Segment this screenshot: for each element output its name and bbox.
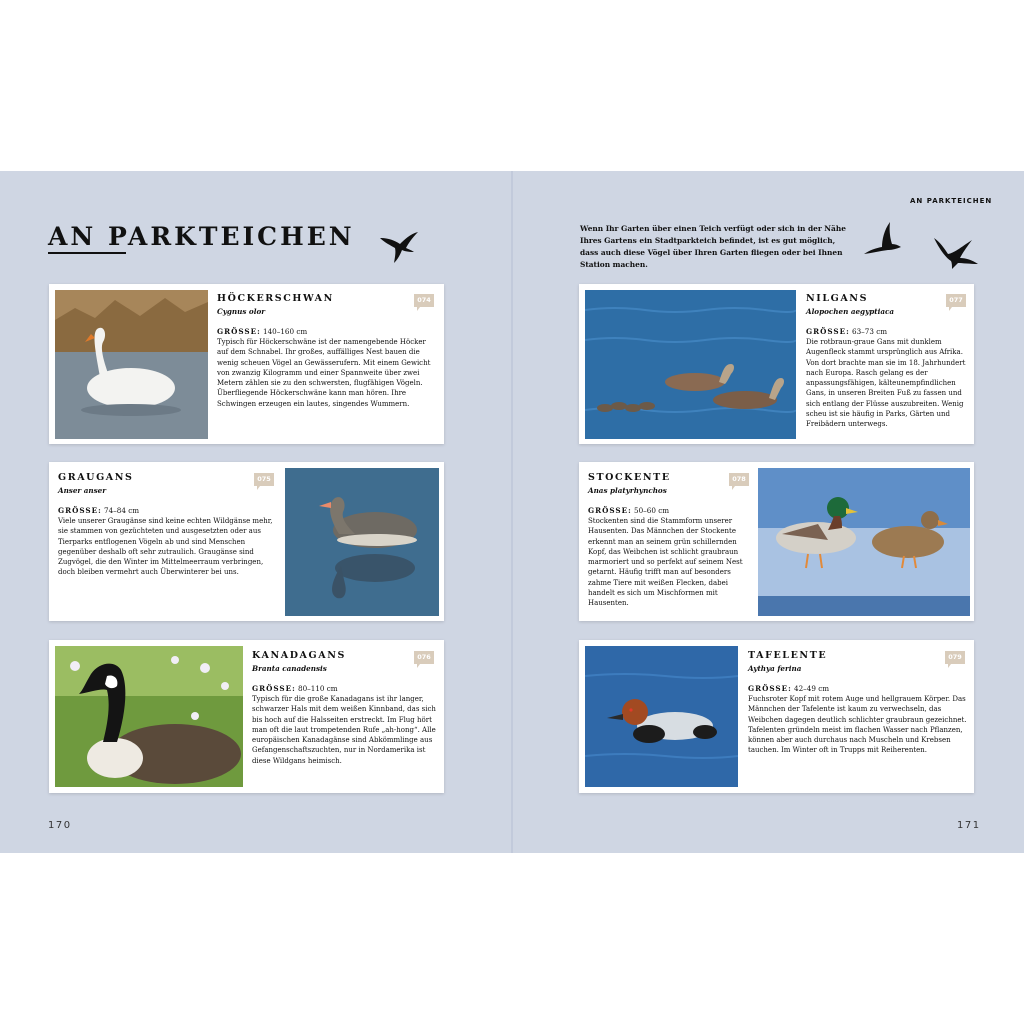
mallard-photo xyxy=(758,468,970,616)
bird-card-nilgans xyxy=(579,284,974,444)
bird-card-text xyxy=(217,293,437,409)
bird-size: GRÖSSE: 63–73 cm xyxy=(806,327,888,336)
bird-card-text xyxy=(588,472,754,609)
bird-description: Stockenten sind die Stammform unserer Hausenten. Das Männchen der Stockente erkennt man an seinem grün schillernden Kopf, das Weibchen ist schlicht graubraun marmoriert und so perfekt auf seinem Nest getarnt. Häufig trifft man auf besonders zahme Tiere mit weißen Flecken, dabei handelt es sich um Mischformen mit Hausenten. xyxy=(588,517,743,608)
bird-size: GRÖSSE: 42–49 cm xyxy=(748,684,830,693)
species-number-badge: 074 xyxy=(414,294,434,307)
bird-card-text xyxy=(748,650,968,756)
bird-card-stockente xyxy=(579,462,974,621)
gutter xyxy=(511,171,513,853)
bird-latin-name: Anser anser xyxy=(58,486,106,495)
species-number-badge: 077 xyxy=(946,294,966,307)
bird-latin-name: Branta canadensis xyxy=(252,664,327,673)
bird-description: Typisch für Höckerschwäne ist der namengebende Höcker auf dem Schnabel. Ihr großes, auffälliges Nest bauen die wenig scheuen Vögel an Gewässerufern. Mit einem Gewicht von zwanzig Kilogramm und einer Spannweite über zwei Metern zählen sie zu den schwersten, flugfähigen Vögeln. Überfliegende Höckerschwäne kann man hören. Ihre Schwingen erzeugen ein lautes, singendes Wummern. xyxy=(217,338,431,408)
bird-description: Viele unserer Graugänse sind keine echten Wildgänse mehr, sie stammen von gezüchteten und ausgesetzten oder aus Tierparks entflogenen Vögeln ab und sind Menschen gegenüber deshalb oft sehr zutraulich. Graugänse sind Zugvögel, die den Winter im Mittelmeerraum verbringen, doch bleiben vermehrt auch Überwinterer bei uns. xyxy=(58,517,273,577)
title-underline xyxy=(48,252,126,254)
flying-bird-icon xyxy=(862,220,902,256)
bird-latin-name: Alopochen aegyptiaca xyxy=(806,307,895,316)
page-number-left: 170 xyxy=(48,820,72,831)
bird-description: Typisch für die große Kanadagans ist ihr langer, schwarzer Hals mit dem weißen Kinnband, das sich bis hoch auf die Halsseiten erstreckt. Im Flug hört man oft die laut trompetenden Rufe „ah-hong“. Alle europäischen Kanadagänse sind Abkömmlinge aus Gefangenschaftszuchten, nur in Nordamerika ist diese Wildgans heimisch. xyxy=(252,695,436,765)
bird-name: KANADAGANS xyxy=(252,650,346,661)
species-number-badge: 079 xyxy=(945,651,965,664)
bird-latin-name: Cygnus olor xyxy=(217,307,266,316)
bird-name: NILGANS xyxy=(806,293,869,304)
bird-description: Die rotbraun-graue Gans mit dunklem Augenfleck stammt ursprünglich aus Afrika. Von dort brachte man sie im 18. Jahrhundert nach Europa. Rasch gelang es der anpassungsfähigen, kälteunempfindlichen Gans, in unseren Breiten Fuß zu fassen und sich entlang der Flüsse auszubreiten. Wenig scheu ist sie häufig in Parks, Gärten und Freibädern unterwegs. xyxy=(806,338,966,429)
bird-card-text xyxy=(58,472,280,578)
running-head: AN PARKTEICHEN xyxy=(910,197,993,205)
egyptian-goose-photo xyxy=(585,290,796,439)
species-number-badge: 075 xyxy=(254,473,274,486)
bird-card-hoeckerschwan xyxy=(49,284,444,444)
bird-name: GRAUGANS xyxy=(58,472,134,483)
bird-latin-name: Anas platyrhynchos xyxy=(588,486,667,495)
species-number-badge: 078 xyxy=(729,473,749,486)
flying-bird-icon xyxy=(932,236,980,270)
pochard-photo xyxy=(585,646,738,787)
species-number-badge: 076 xyxy=(414,651,434,664)
bird-card-text xyxy=(252,650,438,766)
bird-name: STOCKENTE xyxy=(588,472,671,483)
bird-size: GRÖSSE: 74–84 cm xyxy=(58,506,140,515)
page-title: AN PARKTEICHEN xyxy=(48,222,355,251)
intro-text: Wenn Ihr Garten über einen Teich verfügt oder sich in der Nähe Ihres Gartens ein Stadtparkteich befindet, ist es gut möglich, dass auch diese Vögel über Ihren Garten fliegen oder bei Ihnen Station machen. xyxy=(580,224,846,269)
bird-card-graugans xyxy=(49,462,444,621)
bird-description: Fuchsroter Kopf mit rotem Auge und hellgrauem Körper. Das Männchen der Tafelente ist kaum zu verwechseln, das Weibchen dagegen deutlich schlichter graubraun gezeichnet. Tafelenten gründeln meist im flachen Wasser nach Pflanzen, können aber auch durchaus nach Muscheln und Krebsen tauchen. Im Winter oft in Trupps mit Reiherenten. xyxy=(748,695,967,755)
bird-card-text xyxy=(806,293,968,430)
bird-latin-name: Aythya ferina xyxy=(748,664,802,673)
bird-card-tafelente xyxy=(579,640,974,793)
page-number-right: 171 xyxy=(957,820,981,831)
bird-size: GRÖSSE: 80–110 cm xyxy=(252,684,338,693)
bird-name: TAFELENTE xyxy=(748,650,828,661)
bird-name: HÖCKERSCHWAN xyxy=(217,293,334,304)
bird-size: GRÖSSE: 140–160 cm xyxy=(217,327,308,336)
swan-photo xyxy=(55,290,208,439)
bird-card-kanadagans xyxy=(49,640,444,793)
bird-size: GRÖSSE: 50–60 cm xyxy=(588,506,670,515)
canada-goose-photo xyxy=(55,646,243,787)
flying-bird-icon xyxy=(378,230,422,264)
greylag-goose-photo xyxy=(285,468,439,616)
